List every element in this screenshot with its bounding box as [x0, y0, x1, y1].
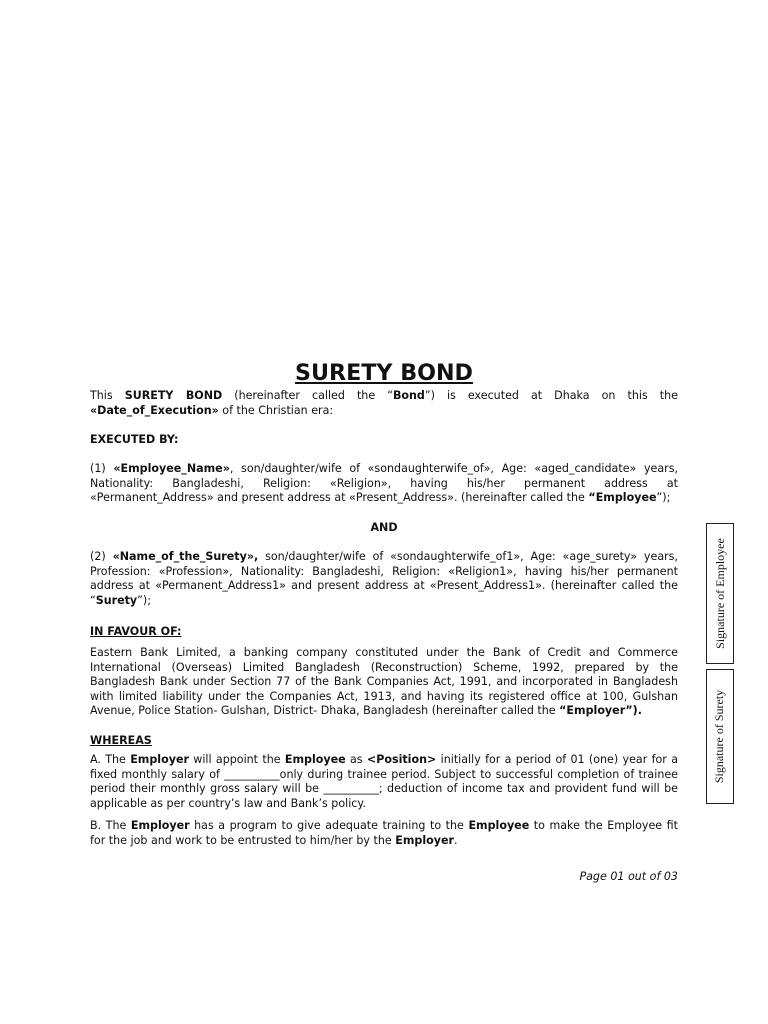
intro-text-4: of the Christian era:	[218, 403, 334, 417]
clause-a-employee: Employee	[284, 753, 346, 766]
in-favour-of-heading: IN FAVOUR OF:	[90, 625, 182, 638]
page-number-footer: Page 01 out of 03	[579, 870, 678, 883]
surety-term: Surety	[95, 593, 138, 607]
employee-term: “Employee	[588, 491, 657, 505]
employee-name-field: «Employee_Name»	[113, 462, 230, 475]
bank-paragraph	[90, 646, 678, 719]
clause-a-employer: Employer	[130, 753, 189, 766]
position-placeholder: <Position>	[366, 753, 437, 766]
intro-text-2: (hereinafter called the “	[222, 389, 393, 402]
clause-a-text-1: A. The	[90, 753, 131, 766]
employer-term: “Employer”).	[559, 704, 642, 718]
whereas-heading: WHEREAS	[90, 734, 152, 747]
clause-a-text-4: initially for a period of 01 (one) year for a fixed monthly salary of __________only during trainee period. Subject to successful completion of trainee period their monthly gross salary will be __________; deduction of income tax and provident fund will be applicable as per country’s law and Bank’s policy.	[90, 753, 678, 810]
bank-description: Eastern Bank Limited, a banking company constituted under the Bank of Credit and Commerce International (Overseas) Limited Bangladesh (Reconstruction) Scheme, 1992, prepared by the Bangladesh Bank under Section 77 of the Bank Companies Act, 1991, and incorporated in Bangladesh with limited liability under the Companies Act, 1913, and having its registered office at 100, Gulshan Avenue, Police Station- Gulshan, District- Dhaka, Bangladesh (hereinafter called the	[90, 646, 678, 718]
party-two-number: (2)	[90, 550, 113, 563]
clause-b-text-3: to make the Employee fit for the job and work to be entrusted to him/her by the	[90, 819, 679, 847]
clause-a-paragraph	[90, 753, 678, 811]
intro-bond-name: SURETY BOND	[124, 389, 223, 402]
clause-b-employer: Employer	[130, 819, 190, 832]
surety-signature-box	[706, 669, 734, 804]
party-two-details: son/daughter/wife of «sondaughterwife_of1», Age: «age_surety» years, Profession: «Profession», Nationality: Bangladeshi, Religion: «Religion1», having his/her permanent address at «Permanent_Address1» and present address at «Present_Address1». (hereinafter called the “	[90, 550, 678, 607]
clause-b-text-4: .	[453, 833, 458, 847]
document-title: SURETY BOND	[295, 360, 473, 386]
clause-b-employer-end: Employer	[395, 833, 454, 847]
surety-signature-label: Signature of Surety	[712, 689, 727, 784]
clause-b-paragraph	[90, 819, 678, 848]
employee-signature-box	[706, 523, 734, 664]
employee-signature-label: Signature of Employee	[712, 538, 727, 649]
party-two-paragraph	[90, 550, 678, 608]
party-two-end: ”);	[137, 593, 151, 607]
intro-bond-term: Bond	[392, 389, 425, 402]
intro-execution-date: «Date_of_Execution»	[90, 403, 219, 417]
party-one-paragraph	[90, 462, 678, 506]
surety-name-field: «Name_of_the_Surety»,	[112, 550, 259, 563]
intro-text-1: This	[90, 389, 125, 402]
executed-by-heading: EXECUTED BY:	[90, 433, 179, 446]
clause-b-employee: Employee	[468, 819, 530, 832]
intro-paragraph	[90, 389, 678, 418]
party-one-number: (1)	[90, 462, 114, 475]
clause-b-text-2: has a program to give adequate training to the	[189, 819, 469, 832]
clause-a-text-3: as	[345, 753, 367, 766]
and-separator: AND	[370, 521, 398, 534]
intro-text-3: ”) is executed at Dhaka on this the	[424, 389, 678, 402]
clause-b-text-1: B. The	[90, 819, 131, 832]
party-one-end: ”);	[656, 491, 671, 505]
clause-a-text-2: will appoint the	[188, 753, 285, 766]
party-one-details: , son/daughter/wife of «sondaughterwife_of», Age: «aged_candidate» years, Nationality: Bangladeshi, Religion: «Religion», having his/her permanent address at «Permanent_Address» and present address at «Present_Address». (hereinafter called the	[90, 462, 678, 505]
